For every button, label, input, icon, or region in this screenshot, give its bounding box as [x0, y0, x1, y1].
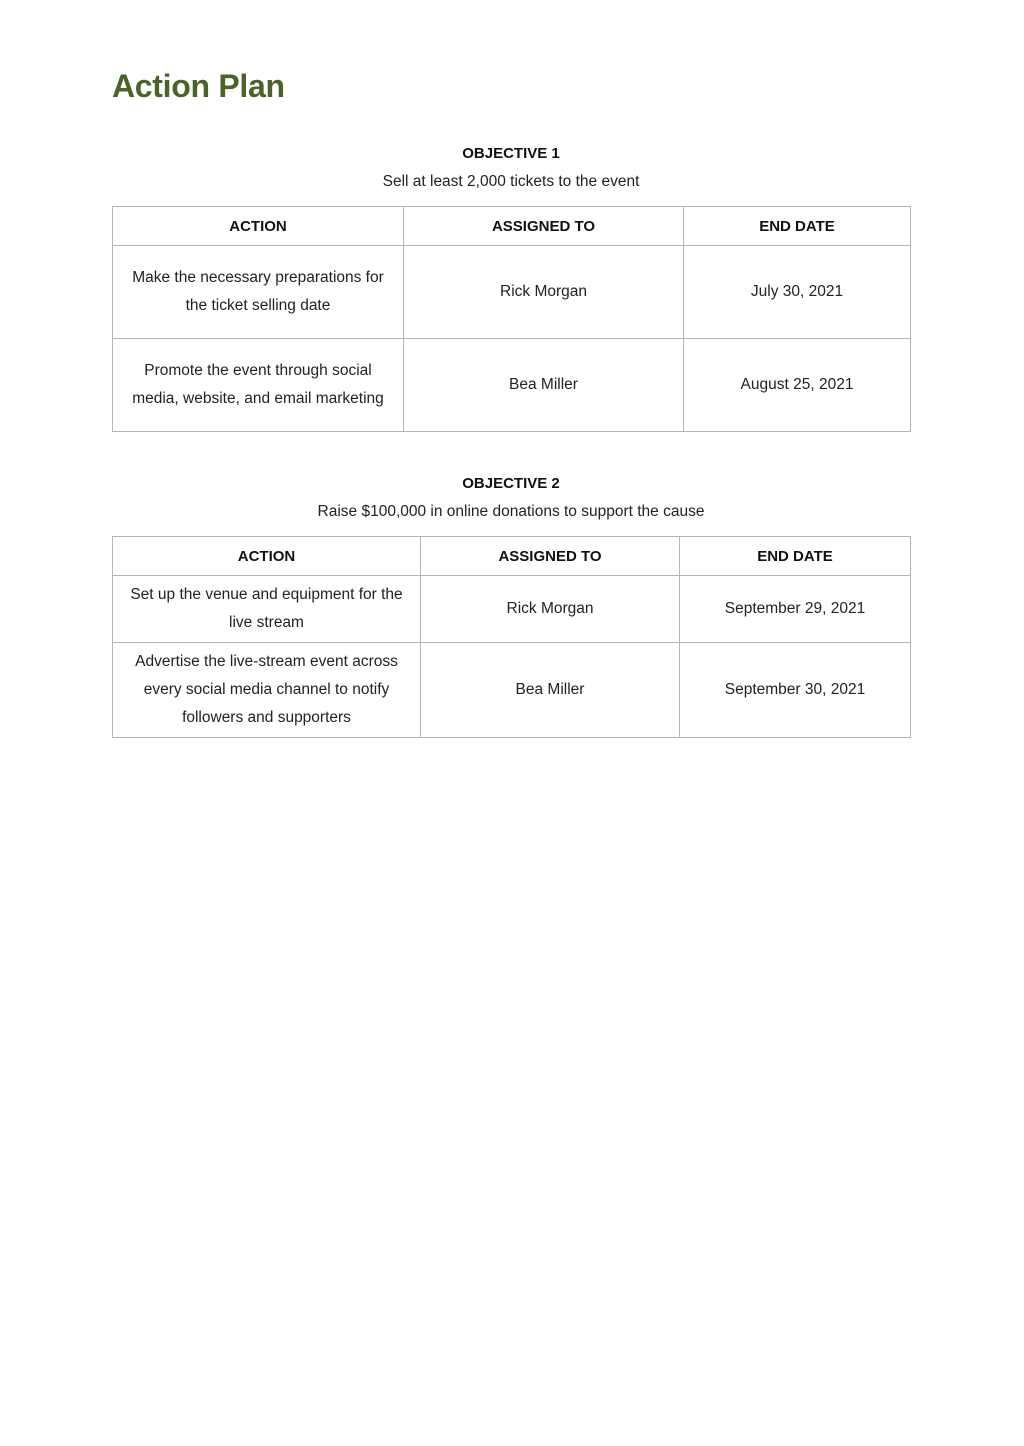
action-table [112, 536, 911, 738]
action-cell: Advertise the live-stream event across every social media channel to notify followers and supporters [113, 643, 421, 738]
action-cell: Promote the event through social media, website, and email marketing [113, 339, 404, 432]
assigned-to-cell: Rick Morgan [404, 246, 684, 339]
table-row [113, 246, 911, 339]
objective-heading: OBJECTIVE 1 [462, 145, 560, 162]
end-date-cell: September 30, 2021 [680, 643, 911, 738]
table-row [113, 339, 911, 432]
column-header-assigned-to: ASSIGNED TO [404, 207, 684, 246]
assigned-to-cell: Bea Miller [421, 643, 680, 738]
end-date-cell: July 30, 2021 [684, 246, 911, 339]
assigned-to-cell: Bea Miller [404, 339, 684, 432]
column-header-action: ACTION [113, 537, 421, 576]
action-cell: Set up the venue and equipment for the live stream [113, 576, 421, 643]
objective-heading: OBJECTIVE 2 [462, 475, 560, 492]
objective-description: Sell at least 2,000 tickets to the event [382, 173, 640, 190]
table-header-row [113, 207, 911, 246]
column-header-end-date: END DATE [684, 207, 911, 246]
page-title: Action Plan [112, 68, 285, 104]
objective-1-section [112, 144, 910, 432]
objective-2-section [112, 474, 910, 738]
column-header-action: ACTION [113, 207, 404, 246]
end-date-cell: September 29, 2021 [680, 576, 911, 643]
column-header-end-date: END DATE [680, 537, 911, 576]
action-cell: Make the necessary preparations for the ticket selling date [113, 246, 404, 339]
action-table [112, 206, 911, 432]
objective-description: Raise $100,000 in online donations to support the cause [317, 503, 705, 520]
assigned-to-cell: Rick Morgan [421, 576, 680, 643]
table-row [113, 643, 911, 738]
end-date-cell: August 25, 2021 [684, 339, 911, 432]
table-header-row [113, 537, 911, 576]
column-header-assigned-to: ASSIGNED TO [421, 537, 680, 576]
table-row [113, 576, 911, 643]
